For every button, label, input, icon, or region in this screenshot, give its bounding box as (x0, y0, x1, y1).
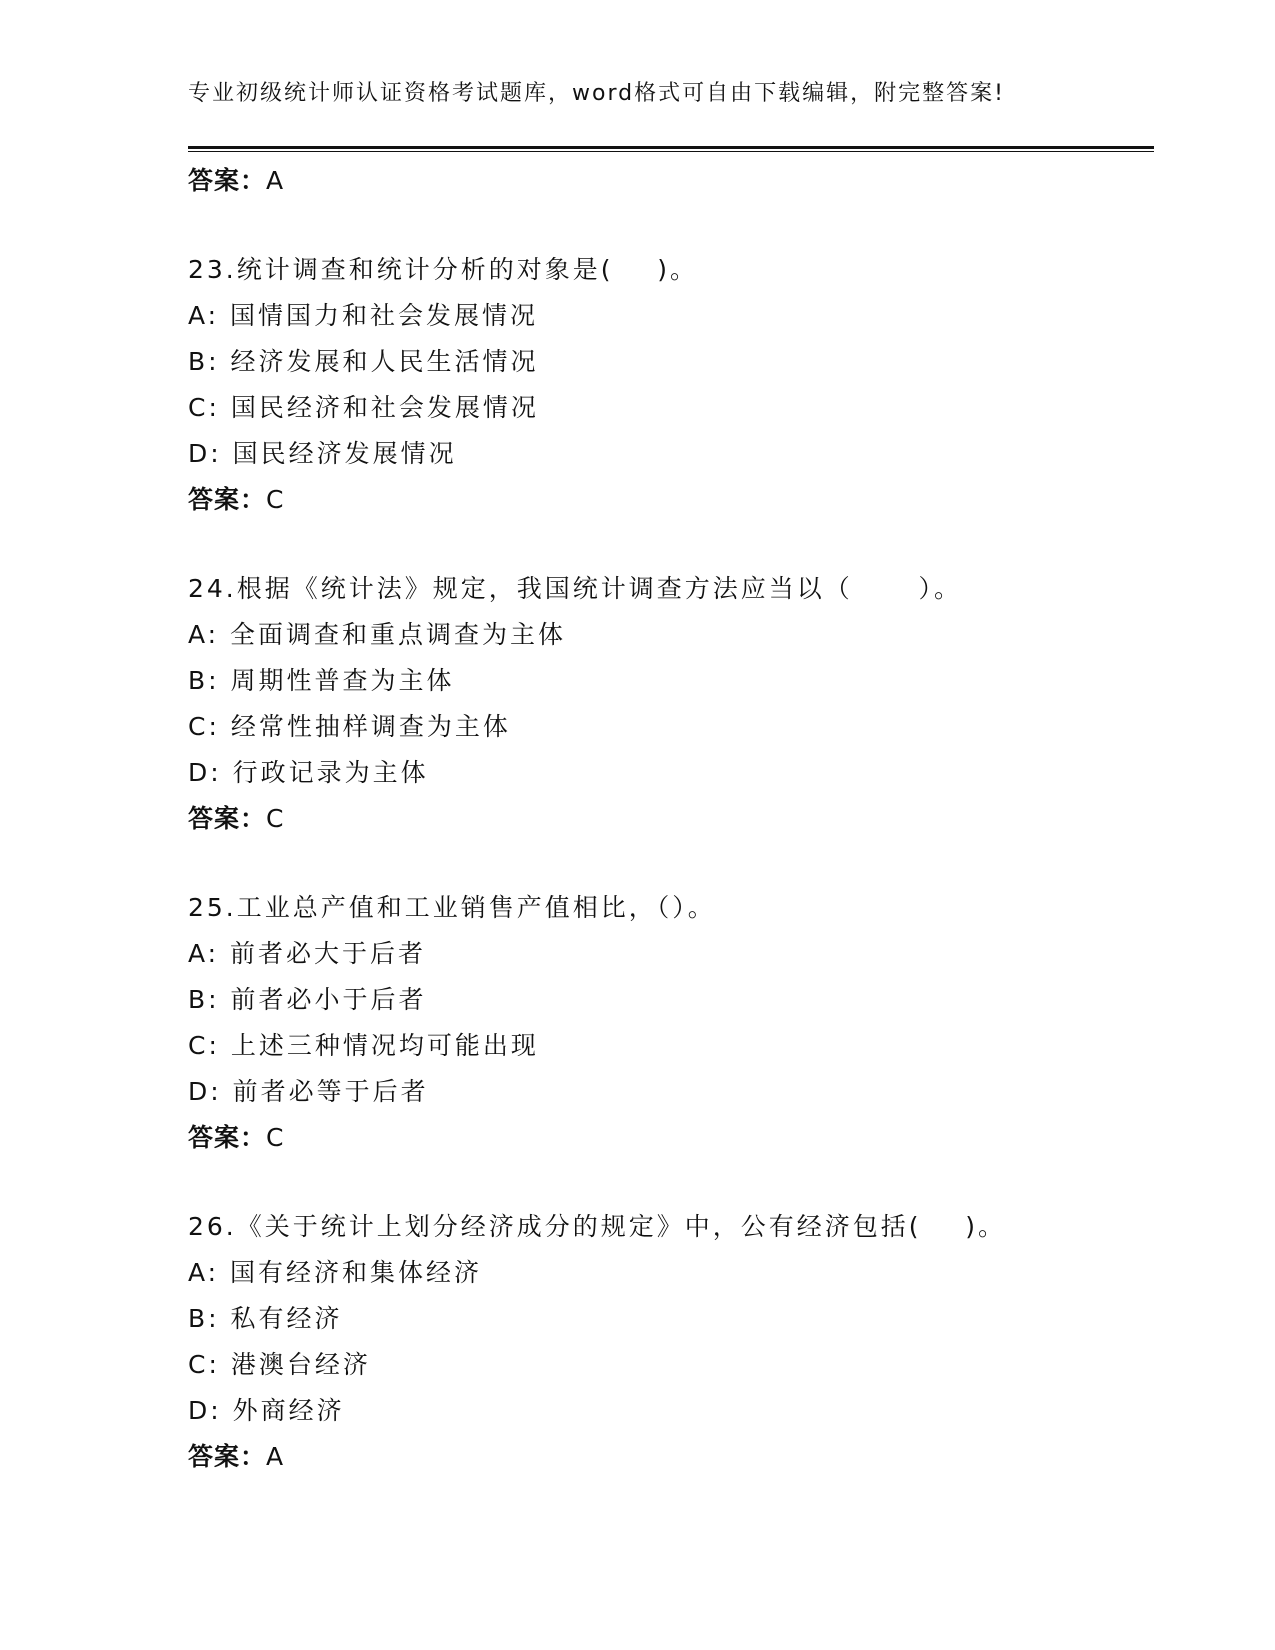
answer-line (188, 796, 1154, 842)
answer-value: C (266, 804, 285, 833)
answer-label: 答案： (188, 1123, 267, 1152)
option-d: D: 行政记录为主体 (188, 758, 429, 787)
option-a: A: 国情国力和社会发展情况 (188, 301, 539, 330)
option-a: A: 前者必大于后者 (188, 939, 427, 968)
answer-line (188, 1115, 1154, 1161)
question-item (188, 566, 1154, 842)
page-header: 专业初级统计师认证资格考试题库，word格式可自由下载编辑，附完整答案! (188, 81, 1005, 106)
option-c: C: 上述三种情况均可能出现 (188, 1031, 539, 1060)
answer-value: A (266, 1442, 285, 1471)
answer-value: A (266, 166, 285, 195)
option-b: B: 经济发展和人民生活情况 (188, 347, 539, 376)
option-a: A: 国有经济和集体经济 (188, 1258, 483, 1287)
option-c: C: 国民经济和社会发展情况 (188, 393, 539, 422)
question-item (188, 1204, 1154, 1480)
answer-line (188, 1434, 1154, 1480)
option-d: D: 前者必等于后者 (188, 1077, 429, 1106)
question-stem: 25.工业总产值和工业销售产值相比，（）。 (188, 893, 716, 922)
answer-label: 答案： (188, 485, 267, 514)
answer-label: 答案： (188, 1442, 267, 1471)
option-b: B: 私有经济 (188, 1304, 343, 1333)
question-item (188, 885, 1154, 1161)
question-stem: 26.《关于统计上划分经济成分的规定》中，公有经济包括( )。 (188, 1212, 1007, 1241)
question-stem: 24.根据《统计法》规定，我国统计调查方法应当以（ ）。 (188, 574, 962, 603)
header-divider (188, 146, 1154, 152)
answer-value: C (266, 485, 285, 514)
answer-line (188, 477, 1154, 523)
option-a: A: 全面调查和重点调查为主体 (188, 620, 567, 649)
answer-line (188, 158, 1154, 204)
question-item (188, 247, 1154, 523)
option-b: B: 前者必小于后者 (188, 985, 427, 1014)
answer-label: 答案： (188, 804, 267, 833)
answer-label: 答案： (188, 166, 267, 195)
option-c: C: 经常性抽样调查为主体 (188, 712, 511, 741)
question-stem: 23.统计调查和统计分析的对象是( )。 (188, 255, 699, 284)
option-b: B: 周期性普查为主体 (188, 666, 455, 695)
option-d: D: 外商经济 (188, 1396, 345, 1425)
option-c: C: 港澳台经济 (188, 1350, 371, 1379)
answer-value: C (266, 1123, 285, 1152)
question-list (188, 158, 1154, 1480)
option-d: D: 国民经济发展情况 (188, 439, 457, 468)
